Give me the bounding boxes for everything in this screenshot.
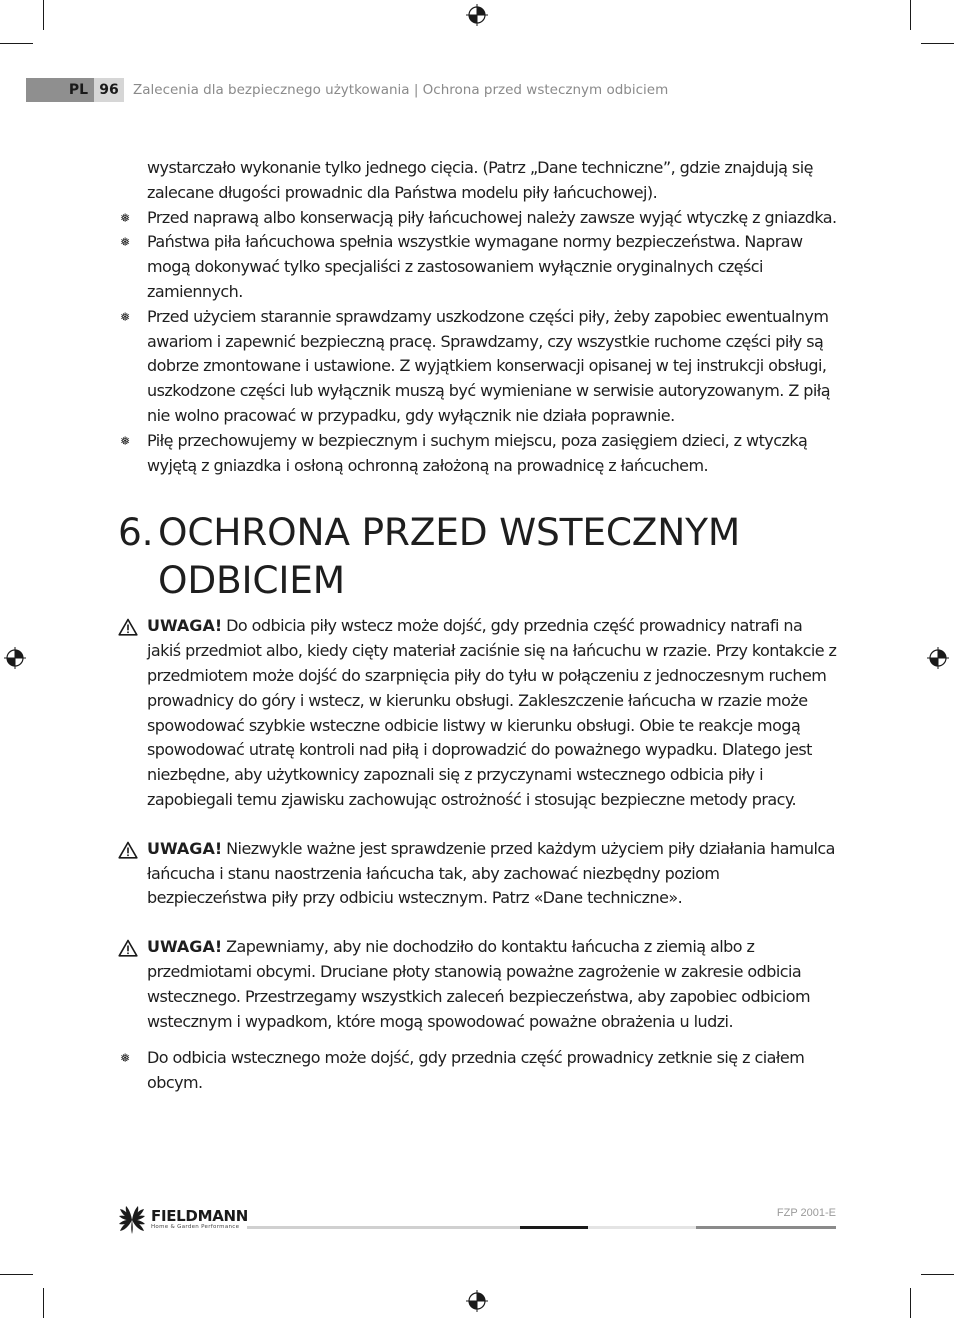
registration-mark-top-icon	[466, 4, 488, 26]
warning-triangle-icon	[118, 618, 138, 636]
page-number: 96	[94, 78, 124, 102]
main-content	[118, 156, 838, 1096]
crop-mark-bottom-right-v	[910, 1288, 911, 1318]
list-item	[118, 1046, 838, 1096]
section-number: 6.	[118, 510, 154, 555]
section-title-line2: ODBICIEM	[158, 558, 345, 603]
list-item-text: Państwa piła łańcuchowa spełnia wszystkie wymagane normy bezpieczeństwa. Napraw mogą dokonywać tylko specjaliści z zastosowaniem wyłącznie oryginalnych części zamiennych.	[147, 232, 803, 301]
warning-triangle-icon	[118, 939, 138, 957]
section-heading	[118, 508, 838, 604]
bullet-icon: ❅	[120, 433, 130, 448]
section-title-line1: OCHRONA PRZED WSTECZNYM	[158, 510, 741, 555]
warning-text: Do odbicia piły wstecz może dojść, gdy przednia część prowadnicy natrafi na jakiś przedmiot albo, kiedy cięty materiał zaciśnie się na łańcuchu w rzazie. Przy kontakcie z przedmiotem może dojść do szarpnięcia piły do tyłu w połączeniu z jednoczesnym ruchem prowadnicy do góry i wstecz, w kierunku obsługi. Zakleszczenie łańcucha w rzazie może spowodować szybkie wsteczne odbicie listwy w kierunku obsługi. Obie te reakcje mogą spowodować utratę kontroli nad piłą i doprowadzić do poważnego wypadku. Dlatego jest niezbędne, aby użytkownicy zapoznali się z przyczynami wstecznego odbicia piły i zapobiegali temu zjawisku zachowując ostrożność i stosując bezpieczne metody pracy.	[147, 616, 837, 809]
language-badge: PL	[26, 78, 94, 102]
crop-mark-top-right-h	[921, 43, 954, 44]
running-header-title: Zalecenia dla bezpiecznego użytkowania | Ochrona przed wstecznym odbiciem	[133, 82, 669, 98]
crop-mark-bottom-left-v	[43, 1288, 44, 1318]
registration-mark-right-icon	[927, 647, 949, 669]
list-item	[118, 206, 838, 231]
list-item	[118, 305, 838, 429]
bullet-icon: ❅	[120, 235, 130, 250]
bullet-icon: ❅	[120, 309, 130, 324]
model-number: FZP 2001-E	[776, 1207, 836, 1219]
warning-block	[118, 935, 838, 1034]
list-item-text: Do odbicia wstecznego może dojść, gdy przednia część prowadnicy zetknie się z ciałem obcym.	[147, 1048, 805, 1093]
brand-tagline: Home & Garden Performance	[151, 1224, 240, 1230]
warning-label: UWAGA!	[147, 937, 223, 957]
warning-label: UWAGA!	[147, 616, 223, 636]
registration-mark-left-icon	[4, 647, 26, 669]
bullet-icon: ❅	[120, 210, 130, 225]
warning-block	[118, 614, 838, 812]
warning-label: UWAGA!	[147, 838, 223, 858]
list-item	[118, 230, 838, 304]
crop-mark-bottom-left-h	[0, 1274, 33, 1275]
footer-rule-mid	[588, 1226, 696, 1229]
footer-rule-gray-right	[696, 1226, 836, 1229]
list-item-text: Przed naprawą albo konserwacją piły łańcuchowej należy zawsze wyjąć wtyczkę z gniazdka.	[147, 207, 837, 227]
list-item-text: Przed użyciem starannie sprawdzamy uszkodzone części piły, żeby zapobiec ewentualnym awariom i zapewnić bezpieczną pracę. Sprawdzamy, czy wszystkie ruchome części piły są dobrze zmontowane i ustawione. Z wyjątkiem konserwacji opisanej w tej instrukcji obsługi, uszkodzone części lub wyłącznik muszą być wymieniane w serwisie autoryzowanym. Z piłą nie wolno pracować w przypadku, gdy wyłącznik nie działa poprawnie.	[147, 306, 831, 425]
crop-mark-top-left-h	[0, 43, 33, 44]
bullet-icon: ❅	[120, 1051, 130, 1066]
warning-text: Niezwykle ważne jest sprawdzenie przed każdym użyciem piły działania hamulca łańcucha i stanu naostrzenia łańcucha tak, aby zachować niezbędny poziom bezpieczeństwa piły przy odbiciu wstecznym. Patrz «Dane techniczne».	[147, 838, 835, 908]
leaf-logo-icon	[117, 1206, 147, 1234]
warning-triangle-icon	[118, 841, 138, 859]
continuation-paragraph: wystarczało wykonanie tylko jednego cięcia. (Patrz „Dane techniczne”, gdzie znajdują się zalecane długości prowadnic dla Państwa modelu piły łańcuchowej).	[147, 158, 813, 202]
brand-name: FIELDMANN	[151, 1207, 249, 1225]
list-item-text: Piłę przechowujemy w bezpiecznym i suchym miejscu, poza zasięgiem dzieci, z wtyczką wyjętą z gniazdka i osłoną ochronną założoną na prowadnicę z łańcuchem.	[147, 430, 808, 475]
registration-mark-bottom-icon	[466, 1290, 488, 1312]
crop-mark-bottom-right-h	[921, 1274, 954, 1275]
page-header	[26, 78, 668, 102]
crop-mark-top-right-v	[910, 0, 911, 30]
footer-rule-light-left	[247, 1226, 520, 1229]
list-item	[118, 429, 838, 479]
brand-logo	[117, 1206, 248, 1234]
footer-rule-dark	[520, 1226, 588, 1229]
crop-mark-top-left-v	[43, 0, 44, 30]
warning-block	[118, 837, 838, 911]
warning-text: Zapewniamy, aby nie dochodziło do kontaktu łańcucha z ziemią albo z przedmiotami obcymi. Druciane płoty stanowią poważne zagrożenie w zakresie odbicia wstecznego. Przestrzegamy wszystkich zaleceń bezpieczeństwa, aby zapobiec odbiciom wstecznym i wypadkom, które mogą spowodować poważne obrażenia u ludzi.	[147, 937, 811, 1031]
